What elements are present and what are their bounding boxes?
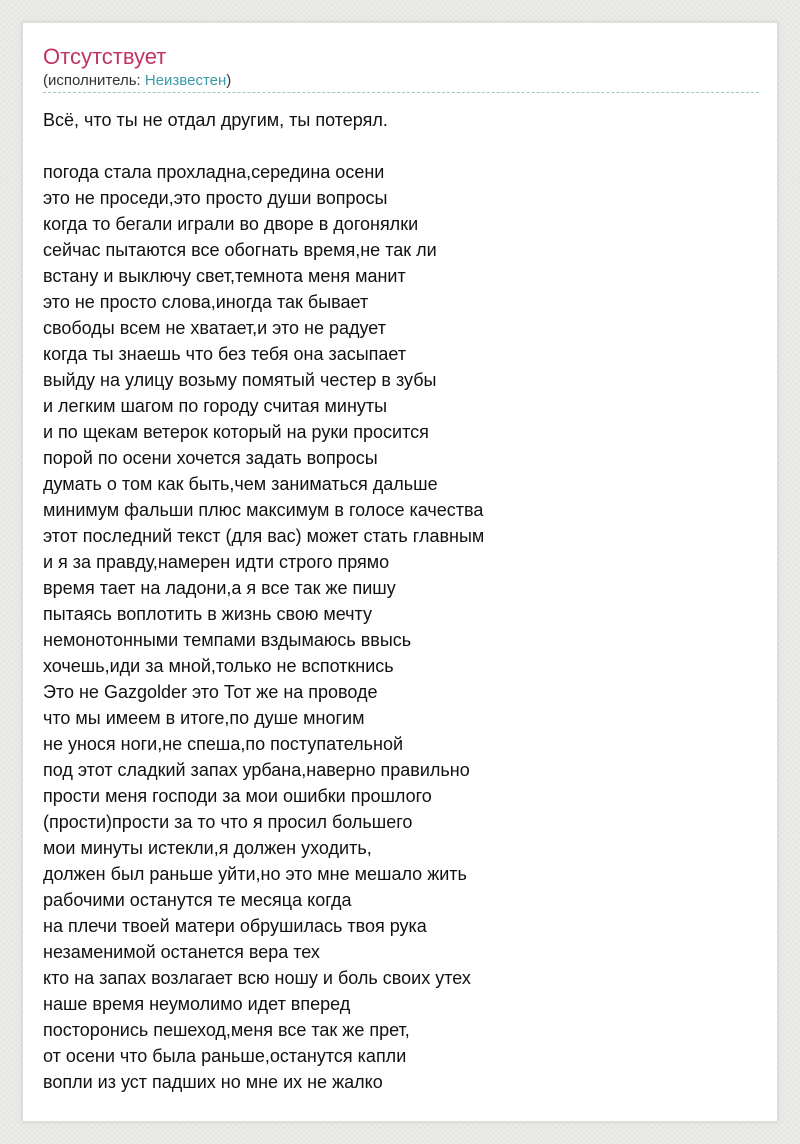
- lyric-line: погода стала прохладна,середина осени: [43, 162, 385, 182]
- lyric-line: Это не Gazgolder это Тот же на проводе: [43, 682, 378, 702]
- lyric-line: когда ты знаешь что без тебя она засыпает: [43, 344, 407, 364]
- lyric-line: должен был раньше уйти,но это мне мешало жить: [43, 864, 467, 884]
- lyric-line: не унося ноги,не спеша,по поступательной: [43, 734, 404, 754]
- lyric-line: на плечи твоей матери обрушилась твоя рука: [43, 916, 427, 936]
- lyric-line: кто на запах возлагает всю ношу и боль своих утех: [43, 968, 471, 988]
- lyric-line: незаменимой останется вера тех: [43, 942, 320, 962]
- lyric-line: пытаясь воплотить в жизнь свою мечту: [43, 604, 372, 624]
- stanza-gap: [43, 133, 759, 159]
- lyric-line: думать о том как быть,чем заниматься дальше: [43, 474, 438, 494]
- lyric-line: время тает на ладони,а я все так же пишу: [43, 578, 396, 598]
- lyric-line: это не проседи,это просто души вопросы: [43, 188, 388, 208]
- lyric-line: что мы имеем в итоге,по душе многим: [43, 708, 365, 728]
- song-title: Отсутствует: [43, 44, 167, 69]
- artist-suffix: ): [226, 72, 232, 89]
- lyric-line: и легким шагом по городу считая минуты: [43, 396, 388, 416]
- lyric-line: выйду на улицу возьму помятый честер в зубы: [43, 370, 437, 390]
- lyric-line: мои минуты истекли,я должен уходить,: [43, 838, 372, 858]
- lyric-line: и я за правду,намерен идти строго прямо: [43, 552, 390, 572]
- artist-line: [43, 71, 759, 90]
- lyric-line: вопли из уст падших но мне их не жалко: [43, 1072, 383, 1092]
- lyric-line: посторонись пешеход,меня все так же прет,: [43, 1020, 410, 1040]
- lyric-line: минимум фальши плюс максимум в голосе качества: [43, 500, 484, 520]
- lyric-line: (прости)прости за то что я просил большего: [43, 812, 413, 832]
- lyric-line: когда то бегали играли во дворе в догонялки: [43, 214, 419, 234]
- lyric-line: немонотонными темпами вздымаюсь ввысь: [43, 630, 412, 650]
- lyrics-intro: Всё, что ты не отдал другим, ты потерял.: [43, 110, 388, 130]
- lyric-line: свободы всем не хватает,и это не радует: [43, 318, 386, 338]
- lyrics-text: [43, 107, 759, 1095]
- lyric-line: рабочими останутся те месяца когда: [43, 890, 352, 910]
- lyric-line: порой по осени хочется задать вопросы: [43, 448, 378, 468]
- artist-prefix: (исполнитель:: [43, 72, 145, 89]
- lyric-line: хочешь,иди за мной,только не вспоткнись: [43, 656, 394, 676]
- lyric-line: этот последний текст (для вас) может стать главным: [43, 526, 485, 546]
- artist-link[interactable]: Неизвестен: [144, 72, 227, 89]
- lyric-line: под этот сладкий запах урбана,наверно правильно: [43, 760, 470, 780]
- song-header: [43, 43, 759, 93]
- lyric-line: встану и выключу свет,темнота меня манит: [43, 266, 406, 286]
- lyric-line: наше время неумолимо идет вперед: [43, 994, 351, 1014]
- lyric-line: и по щекам ветерок который на руки просится: [43, 422, 429, 442]
- lyric-line: от осени что была раньше,останутся капли: [43, 1046, 407, 1066]
- lyric-line: это не просто слова,иногда так бывает: [43, 292, 369, 312]
- lyric-line: сейчас пытаются все обогнать время,не так ли: [43, 240, 437, 260]
- lyric-line: прости меня господи за мои ошибки прошлого: [43, 786, 432, 806]
- lyrics-card: [22, 22, 778, 1122]
